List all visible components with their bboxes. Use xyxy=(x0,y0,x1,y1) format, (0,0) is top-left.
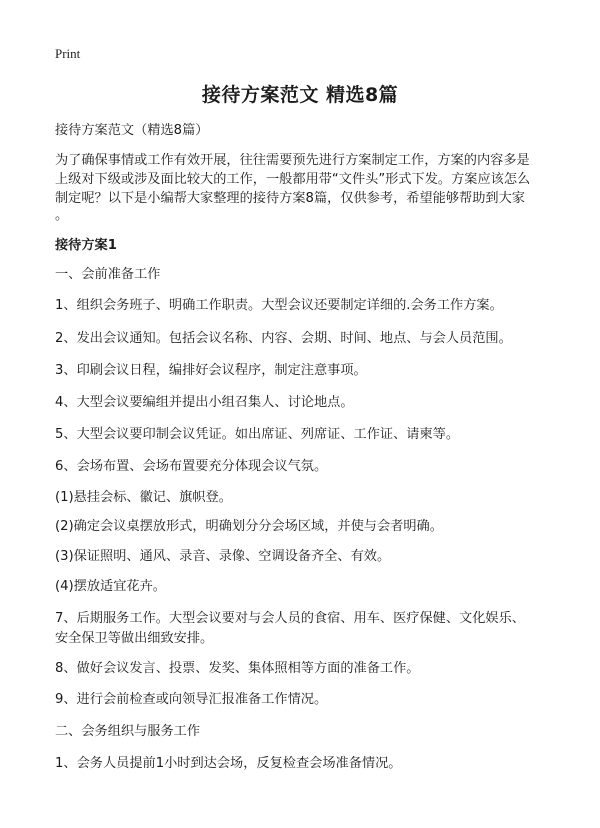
list-item: (4)摆放适宜花卉。 xyxy=(55,579,166,594)
list-item: 4、大型会议要编组并提出小组召集人、讨论地点。 xyxy=(55,395,354,410)
section-heading: 接待方案1 xyxy=(55,238,117,253)
list-item: 1、组织会务班子、明确工作职责。大型会议还要制定详细的.会务工作方案。 xyxy=(55,298,503,313)
list-item: 6、会场布置、会场布置要充分体现会议气氛。 xyxy=(55,459,328,474)
part-heading-1: 一、会前准备工作 xyxy=(55,267,161,282)
document-subtitle: 接待方案范文（精选8篇） xyxy=(55,123,209,138)
list-item: (3)保证照明、通风、录音、录像、空调设备齐全、有效。 xyxy=(55,549,391,564)
list-item: (2)确定会议桌摆放形式，明确划分分会场区域，并使与会者明确。 xyxy=(55,519,443,534)
part-heading-2: 二、会务组织与服务工作 xyxy=(55,724,201,739)
list-item: 5、大型会议要印制会议凭证。如出席证、列席证、工作证、请柬等。 xyxy=(55,427,460,442)
list-item: 1、会务人员提前1小时到达会场，反复检查会场准备情况。 xyxy=(55,756,402,771)
list-item: 3、印刷会议日程，编排好会议程序，制定注意事项。 xyxy=(55,363,367,378)
list-item: 9、进行会前检查或向领导汇报准备工作情况。 xyxy=(55,692,328,707)
page-title: 接待方案范文 精选8篇 xyxy=(201,84,399,106)
list-item: 安全保卫等做出细致安排。 xyxy=(55,631,214,646)
intro-line-2: 上级对下级或涉及面比较大的工作，一般都用带“文件头”形式下发。方案应该怎么 xyxy=(55,172,531,187)
intro-line-4: 。 xyxy=(55,208,69,223)
list-item: 2、发出会议通知。包括会议名称、内容、会期、时间、地点、与会人员范围。 xyxy=(55,331,512,346)
print-label: Print xyxy=(55,46,81,61)
intro-line-1: 为了确保事情或工作有效开展，往往需要预先进行方案制定工作，方案的内容多是 xyxy=(55,153,530,168)
list-item: 7、后期服务工作。大型会议要对与会人员的食宿、用车、医疗保健、文化娱乐、 xyxy=(55,611,525,626)
intro-line-3: 制定呢？以下是小编帮大家整理的接待方案8篇，仅供参考，希望能够帮助到大家 xyxy=(55,191,525,206)
list-item: 8、做好会议发言、投票、发奖、集体照相等方面的准备工作。 xyxy=(55,661,420,676)
list-item: (1)悬挂会标、徽记、旗帜登。 xyxy=(55,490,232,505)
